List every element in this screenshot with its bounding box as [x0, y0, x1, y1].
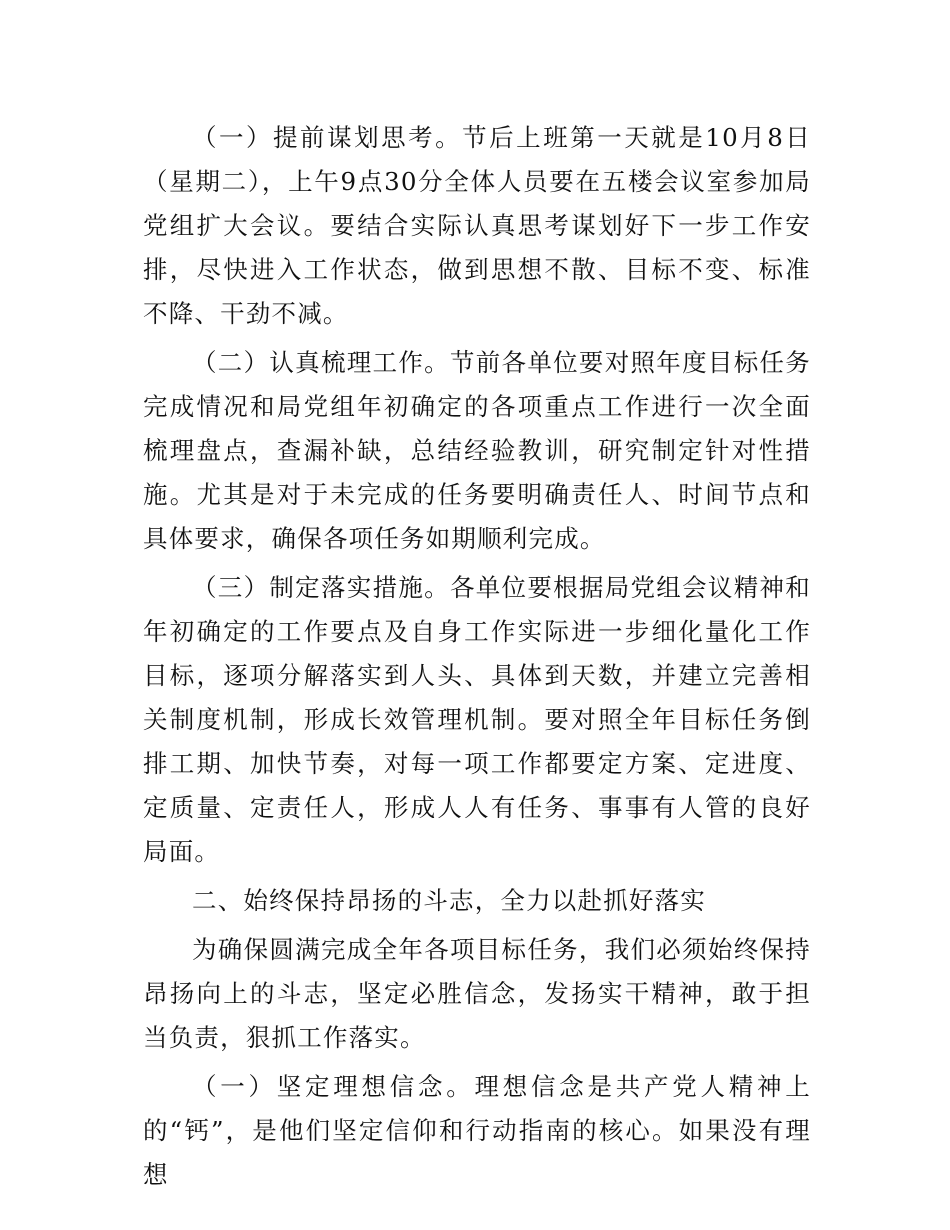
document-page	[143, 116, 811, 1202]
paragraph-review-work: （二）认真梳理工作。节前各单位要对照年度目标任务完成情况和局党组年初确定的各项重点工作进行一次全面梳理盘点，查漏补缺，总结经验教训，研究制定针对性措施。尤其是对于未完成的任务要明确责任人、时间节点和具体要求，确保各项任务如期顺利完成。	[143, 348, 811, 553]
paragraph-section-two-intro: 为确保圆满完成全年各项目标任务，我们必须始终保持昂扬向上的斗志，坚定必胜信念，发扬实干精神，敢于担当负责，狠抓工作落实。	[143, 935, 811, 1052]
paragraph-firm-ideals: （一）坚定理想信念。理想信念是共产党人精神上的“钙”，是他们坚定信仰和行动指南的核心。如果没有理想	[143, 1072, 811, 1189]
paragraph-prepare-planning: （一）提前谋划思考。节后上班第一天就是10月8日（星期二），上午9点30分全体人员要在五楼会议室参加局党组扩大会议。要结合实际认真思考谋划好下一步工作安排，尽快进入工作状态，做到思想不散、目标不变、标准不降、干劲不减。	[143, 123, 811, 328]
paragraph-implementation-measures: （三）制定落实措施。各单位要根据局党组会议精神和年初确定的工作要点及自身工作实际进一步细化量化工作目标，逐项分解落实到人头、具体到天数，并建立完善相关制度机制，形成长效管理机制。要对照全年目标任务倒排工期、加快节奏，对每一项工作都要定方案、定进度、定质量、定责任人，形成人人有任务、事事有人管的良好局面。	[143, 573, 811, 866]
section-heading-two: 二、始终保持昂扬的斗志，全力以赴抓好落实	[192, 886, 706, 915]
